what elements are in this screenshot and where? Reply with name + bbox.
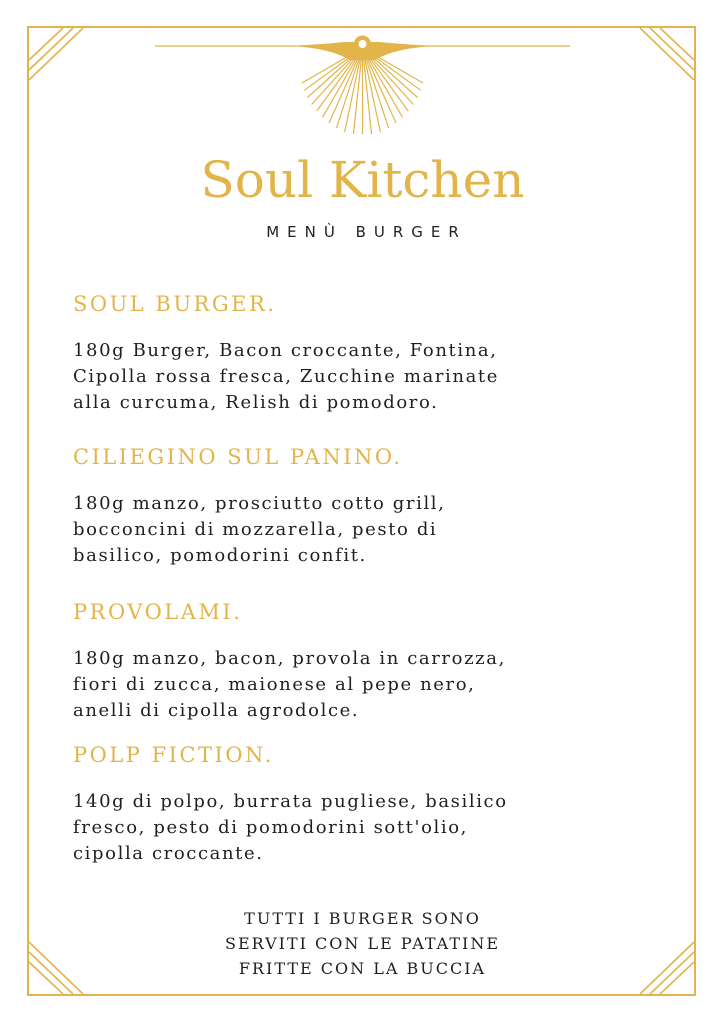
footer-line: FRITTE CON LA BUCCIA (238, 959, 487, 978)
menu-subtitle: MENÙ BURGER (266, 223, 467, 241)
description-line: basilico, pomodorini confit. (73, 545, 367, 566)
menu-item-name: PROVOLAMI. (73, 600, 243, 624)
menu-item-soul-burger (73, 290, 633, 416)
menu-item-name: POLP FICTION. (73, 743, 274, 767)
description-line: 180g manzo, prosciutto cotto grill, (73, 493, 446, 514)
menu-item-provolami (73, 598, 633, 724)
menu-item-polp-fiction (73, 741, 633, 867)
menu-item-description (73, 789, 633, 867)
description-line: anelli di cipolla agrodolce. (73, 700, 360, 721)
description-line: fresco, pesto di pomodorini sott'olio, (73, 817, 468, 838)
description-line: 180g manzo, bacon, provola in carrozza, (73, 648, 506, 669)
description-line: 140g di polpo, burrata pugliese, basilico (73, 791, 508, 812)
menu-item-description (73, 491, 633, 569)
footer-note (0, 906, 725, 981)
description-line: cipolla croccante. (73, 843, 264, 864)
footer-line: TUTTI I BURGER SONO (244, 909, 481, 928)
menu-item-name: SOUL BURGER. (73, 292, 277, 316)
menu-item-name: CILIEGINO SUL PANINO. (73, 445, 403, 469)
description-line: Cipolla rossa fresca, Zucchine marinate (73, 366, 499, 387)
description-line: bocconcini di mozzarella, pesto di (73, 519, 438, 540)
menu-item-description (73, 646, 633, 724)
restaurant-title: Soul Kitchen (200, 151, 525, 209)
menu-item-description (73, 338, 633, 416)
sunburst-icon (150, 34, 575, 134)
description-line: fiori di zucca, maionese al pepe nero, (73, 674, 476, 695)
menu-item-ciliegino-sul-panino (73, 443, 633, 569)
footer-line: SERVITI CON LE PATATINE (224, 934, 501, 953)
description-line: alla curcuma, Relish di pomodoro. (73, 392, 439, 413)
description-line: 180g Burger, Bacon croccante, Fontina, (73, 340, 498, 361)
